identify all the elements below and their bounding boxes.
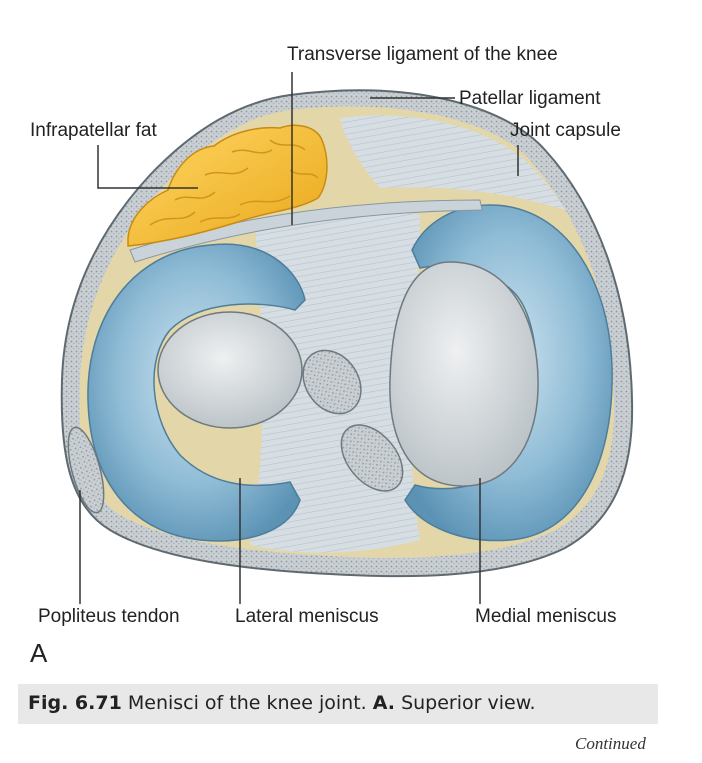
caption-bar: [18, 684, 658, 724]
lateral-plateau: [158, 312, 302, 428]
figure-number: Fig. 6.71: [28, 692, 122, 714]
panel-letter: A: [30, 638, 48, 668]
label-medial-meniscus: Medial meniscus: [475, 606, 617, 627]
label-transverse-ligament: Transverse ligament of the knee: [287, 44, 558, 65]
continued-note: Continued: [575, 734, 646, 753]
label-popliteus-tendon: Popliteus tendon: [38, 606, 180, 627]
figure-title: Menisci of the knee joint.: [127, 692, 367, 714]
caption-panel: A.: [372, 692, 396, 714]
label-joint-capsule: Joint capsule: [510, 120, 621, 141]
caption-view: Superior view.: [401, 692, 536, 714]
label-infrapatellar-fat: Infrapatellar fat: [30, 120, 157, 141]
label-patellar-ligament: Patellar ligament: [459, 88, 601, 109]
label-lateral-meniscus: Lateral meniscus: [235, 606, 379, 627]
figure-caption: [28, 692, 536, 714]
